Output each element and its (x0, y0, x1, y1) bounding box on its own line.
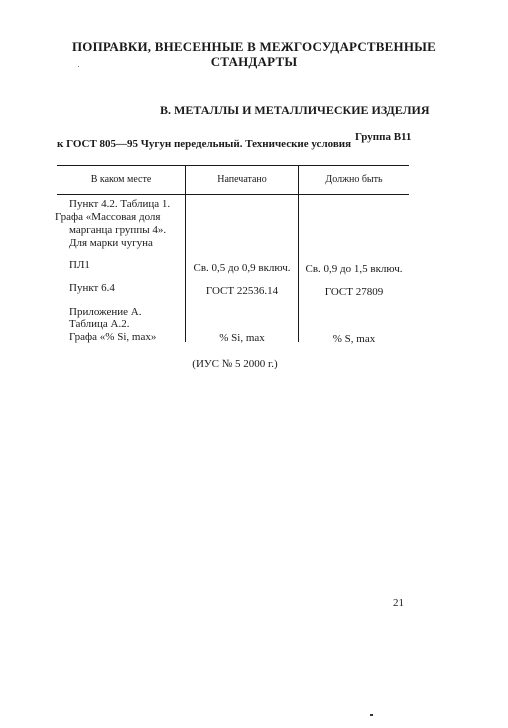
table-cell-place: ПЛ1 (69, 259, 90, 271)
standard-reference (57, 138, 351, 150)
table-cell-place: Графа «Массовая доля (55, 211, 161, 223)
group-label: Группа В11 (355, 131, 412, 143)
table-cell-printed: Св. 0,5 до 0,9 включ. (193, 262, 291, 274)
table-cell-should-be: Св. 0,9 до 1,5 включ. (305, 263, 403, 275)
table-cell-should-be: % S, max (332, 333, 376, 345)
table-cell-place: Графа «% Si, max» (69, 331, 157, 343)
table-column-divider (185, 166, 186, 342)
title-line-2: СТАНДАРТЫ (210, 54, 298, 69)
table-cell-place: Приложение А. (69, 306, 142, 318)
section-heading: В. МЕТАЛЛЫ И МЕТАЛЛИЧЕСКИЕ ИЗДЕЛИЯ (160, 103, 430, 117)
table-header-printed: Напечатано (217, 174, 267, 185)
page-number: 21 (393, 597, 404, 609)
table-header-place: В каком месте (90, 174, 152, 185)
table-cell-should-be: ГОСТ 27809 (324, 286, 384, 298)
source-note: (ИУС № 5 2000 г.) (192, 358, 278, 370)
table-cell-place: марганца группы 4». (69, 224, 167, 236)
table-cell-place: Пункт 6.4 (69, 282, 115, 294)
standard-number: к ГОСТ 805—95 (57, 138, 139, 150)
title-line-1: ПОПРАВКИ, ВНЕСЕННЫЕ В МЕЖГОСУДАРСТВЕННЫЕ (71, 39, 436, 54)
table-cell-place: Таблица А.2. (69, 318, 130, 330)
table-header-should-be: Должно быть (325, 174, 383, 185)
table-header-rule (57, 194, 409, 195)
table-cell-printed: % Si, max (219, 332, 265, 344)
table-top-rule (57, 165, 409, 166)
scan-mark (370, 714, 373, 716)
table-cell-place: Пункт 4.2. Таблица 1. (69, 198, 171, 210)
standard-title: Чугун передельный. Технические условия (140, 138, 352, 150)
table-column-divider (298, 166, 299, 342)
table-cell-place: Для марки чугуна (69, 237, 153, 249)
table-cell-printed: ГОСТ 22536.14 (205, 285, 279, 297)
